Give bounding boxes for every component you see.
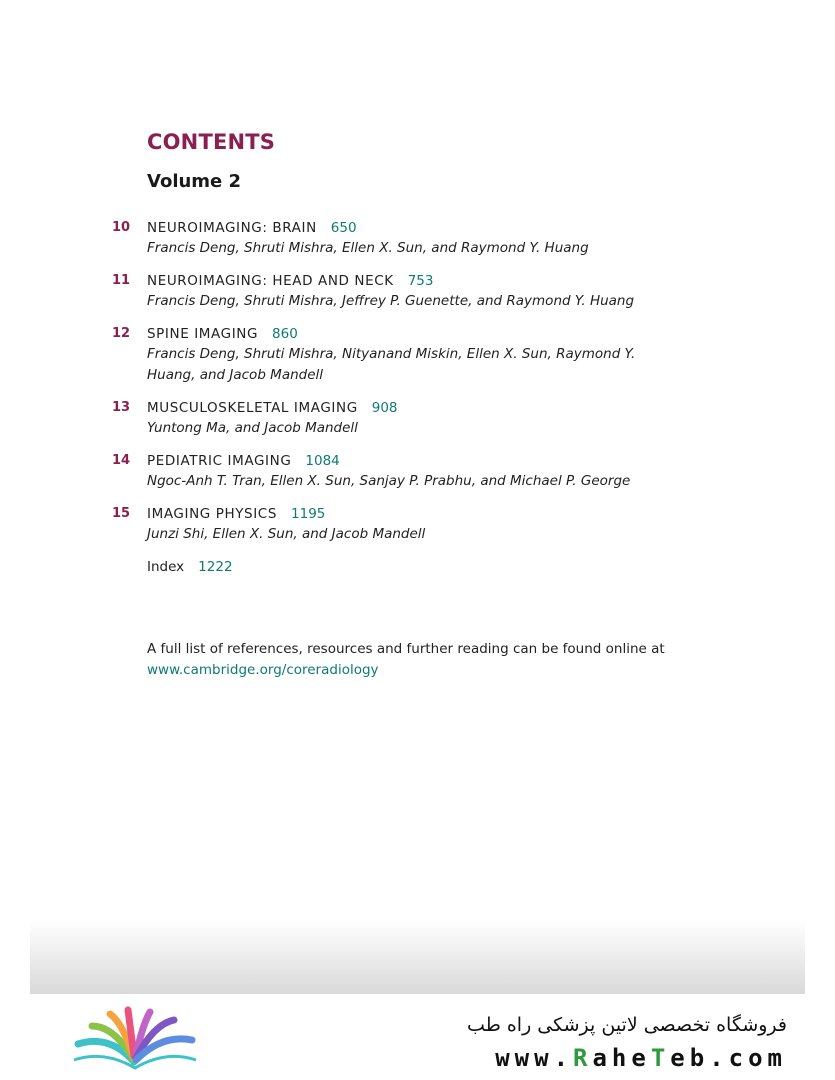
index-label: Index — [147, 559, 185, 575]
chapter-page[interactable]: 1195 — [291, 506, 326, 522]
chapter-number: 10 — [112, 220, 131, 235]
toc-list — [0, 218, 835, 577]
shop-url-part: ahe — [592, 1044, 651, 1072]
chapter-number: 13 — [112, 400, 131, 415]
chapter-number: 12 — [112, 326, 131, 341]
chapter-authors: Francis Deng, Shruti Mishra, Jeffrey P. Guenette, and Raymond Y. Huang — [147, 293, 635, 309]
chapter-authors: Yuntong Ma, and Jacob Mandell — [147, 420, 358, 436]
page-bottom-shadow — [30, 920, 805, 994]
chapter-authors: Francis Deng, Shruti Mishra, Ellen X. Sun, and Raymond Y. Huang — [147, 240, 589, 256]
chapter-page[interactable]: 753 — [407, 273, 434, 289]
chapter-title: NEUROIMAGING: HEAD AND NECK — [147, 273, 394, 289]
open-book-rainbow-icon — [70, 1004, 200, 1074]
chapter-title: PEDIATRIC IMAGING — [147, 453, 292, 469]
chapter-title: NEUROIMAGING: BRAIN — [147, 220, 317, 236]
chapter-page[interactable]: 860 — [272, 326, 298, 342]
chapter-number: 15 — [112, 506, 131, 521]
shop-url — [495, 1044, 787, 1072]
chapter-title: IMAGING PHYSICS — [147, 506, 278, 522]
chapter-page[interactable]: 908 — [371, 400, 398, 416]
toc-entry[interactable] — [0, 218, 835, 259]
chapter-title: MUSCULOSKELETAL IMAGING — [147, 400, 358, 416]
index-entry[interactable] — [147, 557, 835, 577]
toc-entry[interactable] — [0, 398, 835, 439]
chapter-page[interactable]: 650 — [330, 220, 357, 236]
shop-url-accent: R — [573, 1044, 593, 1072]
contents-heading: CONTENTS — [147, 130, 276, 154]
volume-heading: Volume 2 — [147, 171, 242, 192]
index-page[interactable]: 1222 — [198, 559, 233, 575]
watermark-footer — [0, 994, 835, 1080]
toc-entry[interactable] — [0, 324, 835, 386]
shop-name: فروشگاه تخصصی لاتین پزشکی راه طب — [467, 1014, 787, 1036]
chapter-page[interactable]: 1084 — [305, 453, 340, 469]
toc-entry[interactable] — [0, 271, 835, 312]
chapter-authors: Junzi Shi, Ellen X. Sun, and Jacob Mandell — [147, 526, 426, 542]
toc-entry[interactable] — [0, 504, 835, 545]
chapter-title: SPINE IMAGING — [147, 326, 259, 342]
chapter-number: 14 — [112, 453, 131, 468]
references-link[interactable]: www.cambridge.org/coreradiology — [147, 662, 379, 678]
toc-entry[interactable] — [0, 451, 835, 492]
chapter-authors: Ngoc-Anh T. Tran, Ellen X. Sun, Sanjay P. Prabhu, and Michael P. George — [147, 473, 631, 489]
chapter-number: 11 — [112, 273, 131, 288]
shop-url-accent: T — [650, 1044, 671, 1072]
references-note-text: A full list of references, resources and further reading can be found online at — [147, 641, 665, 657]
shop-url-part: eb.com — [670, 1044, 787, 1072]
references-note — [147, 639, 707, 681]
shop-url-part: www. — [495, 1044, 574, 1072]
chapter-authors: Francis Deng, Shruti Mishra, Nityanand Miskin, Ellen X. Sun, Raymond Y. Huang, and Jacob Mandell — [147, 346, 636, 383]
